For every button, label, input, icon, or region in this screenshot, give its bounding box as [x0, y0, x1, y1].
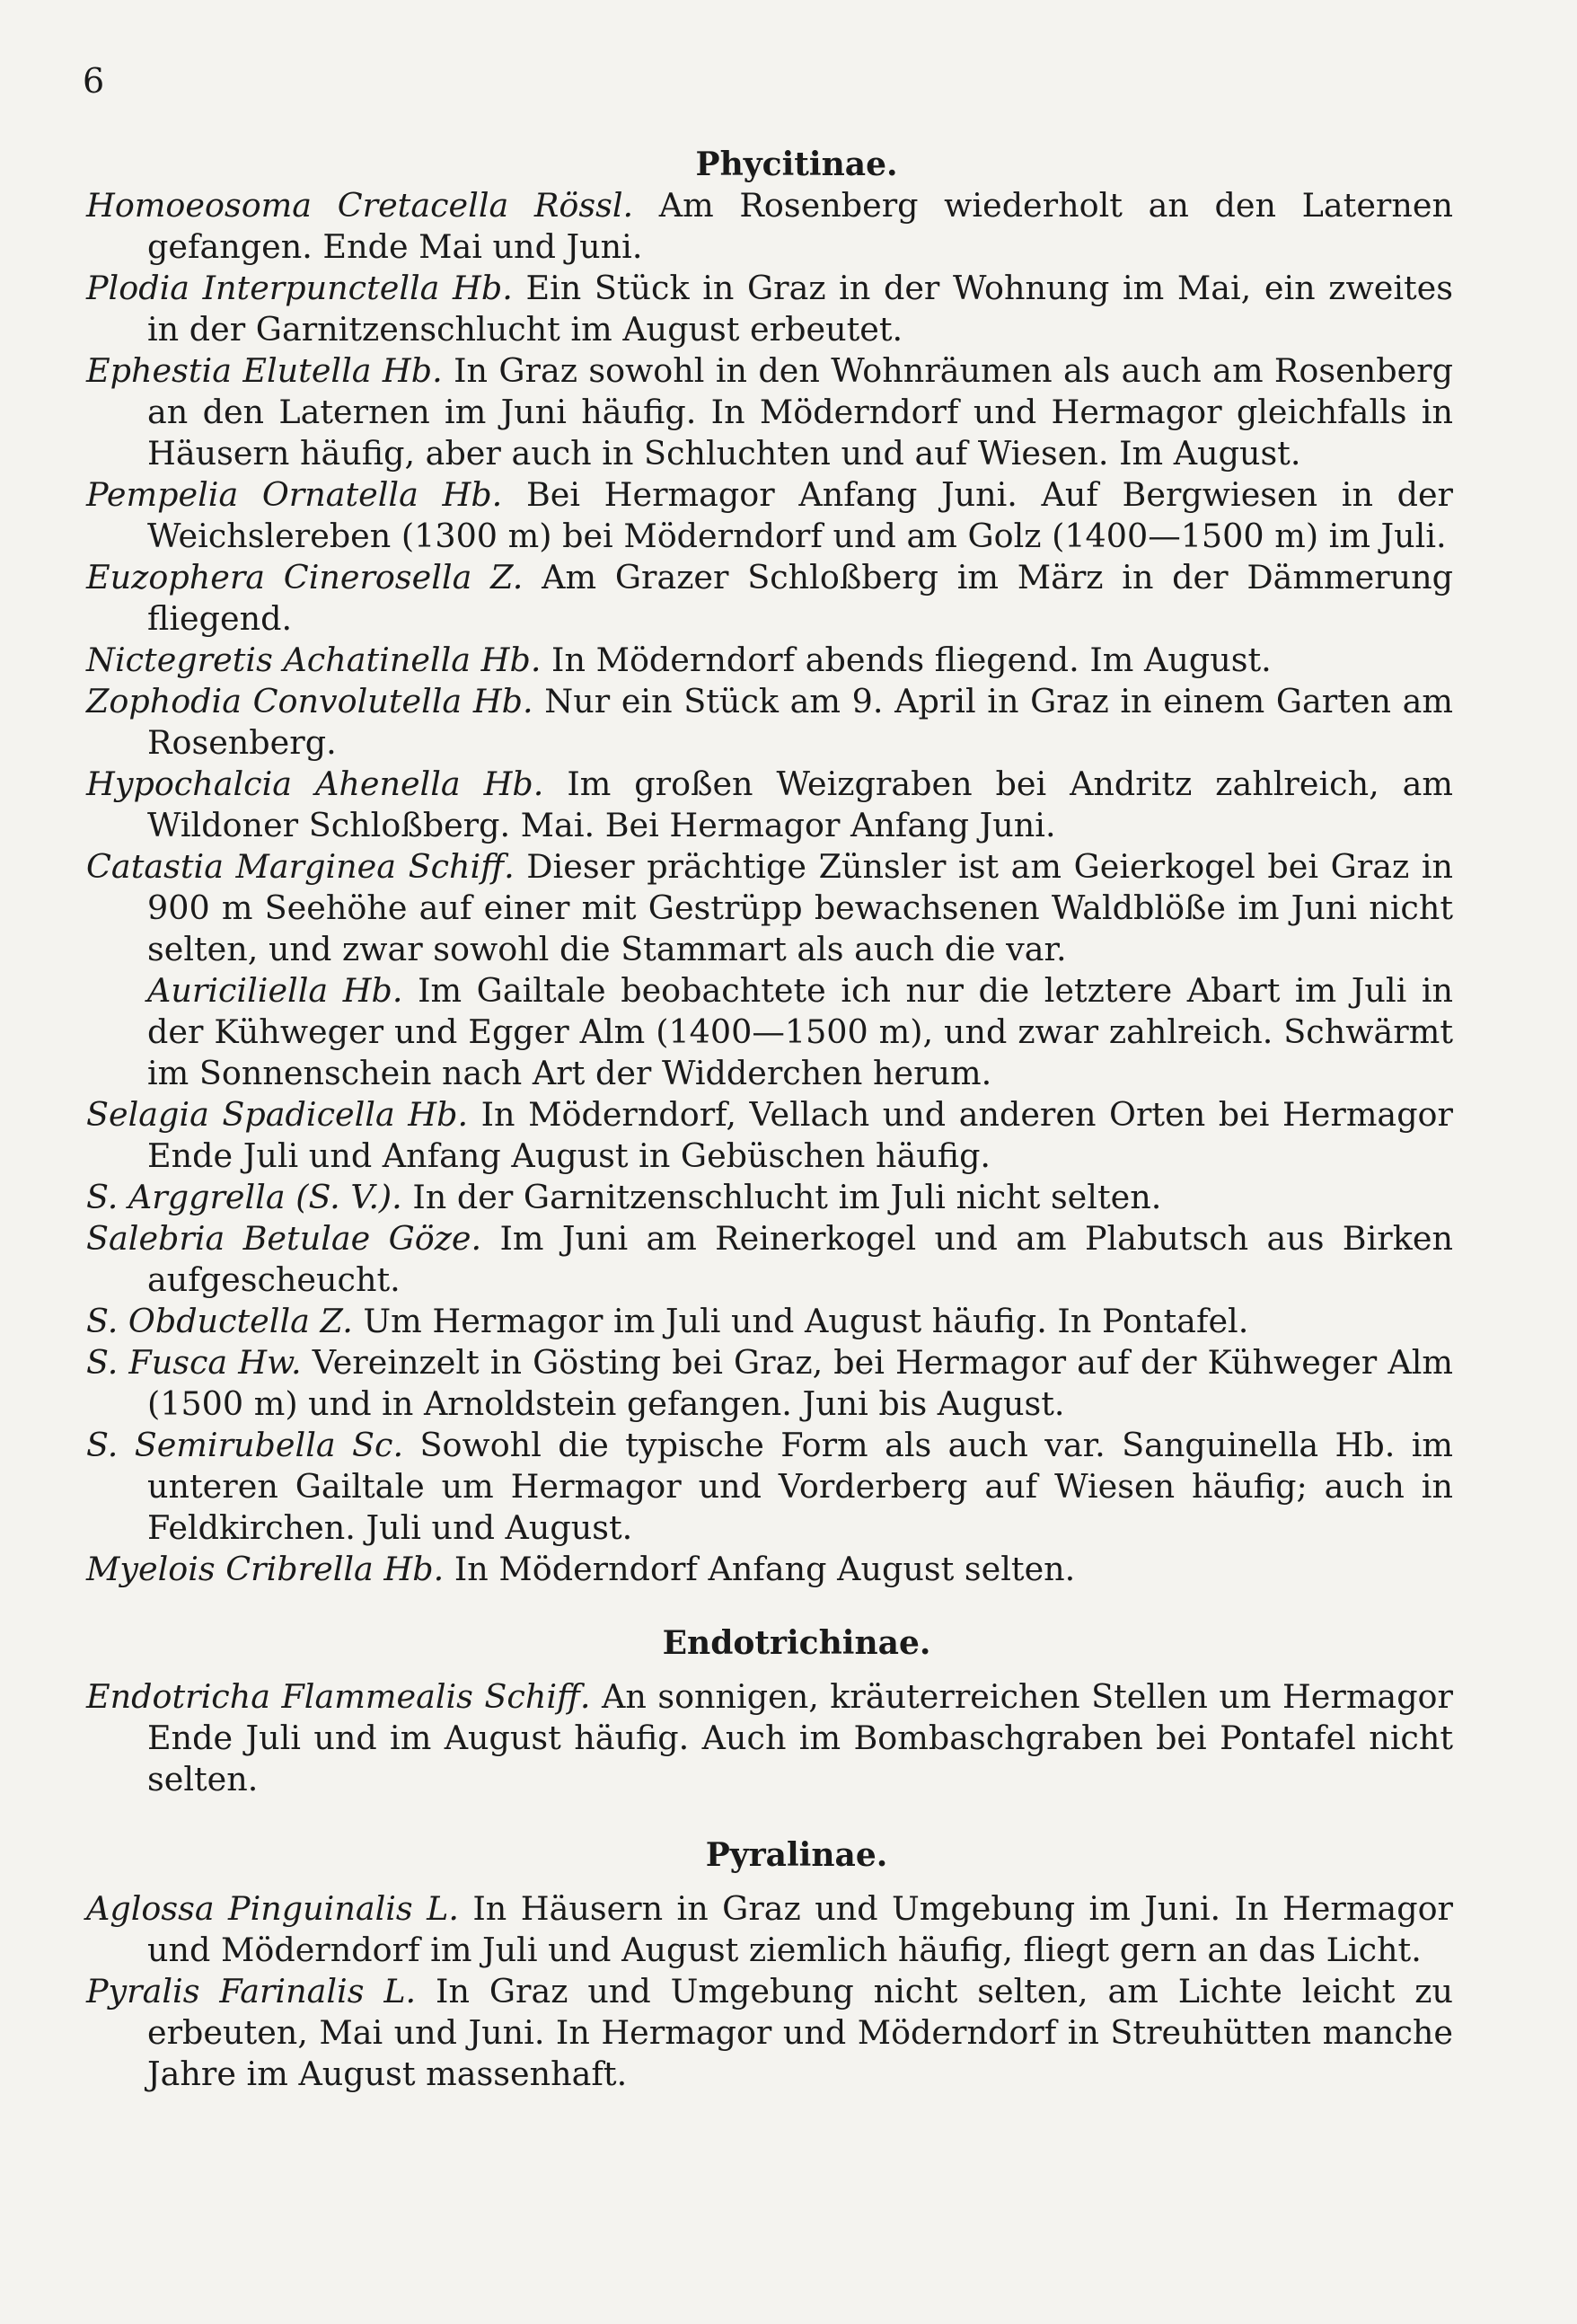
species-name: Plodia Interpunctella Hb. [86, 269, 513, 307]
species-description: Ein Stück in Graz in der Wohnung im Mai, ein zweites in der Garnitzenschlucht im August erbeutet. [147, 269, 1453, 349]
species-entry [86, 1177, 1453, 1218]
species-description: In Möderndorf, Vellach und anderen Orten bei Hermagor Ende Juli und Anfang August in Gebüschen häufig. [147, 1095, 1453, 1175]
species-description: Im großen Weizgraben bei Andritz zahlreich, am Wildoner Schloßberg. Mai. Bei Hermagor Anfang Juni. [147, 764, 1453, 844]
species-description: Um Hermagor im Juli und August häufig. In Pontafel. [363, 1302, 1249, 1340]
species-entry [86, 1888, 1453, 1971]
species-entry [86, 846, 1453, 970]
section-pyralinae [86, 1834, 1453, 2095]
species-entry [86, 1676, 1453, 1800]
species-name: Pempelia Ornatella Hb. [86, 475, 503, 514]
species-name: Endotricha Flammealis Schiff. [86, 1677, 591, 1716]
species-entry [86, 764, 1453, 846]
species-name: S. Fusca Hw. [86, 1343, 302, 1382]
species-description: Im Juni am Reinerkogel und am Plabutsch aus Birken aufgescheucht. [147, 1219, 1453, 1299]
section-heading: Pyralinae. [705, 1836, 888, 1874]
section-heading: Phycitinae. [695, 146, 898, 183]
species-entry [86, 474, 1453, 557]
species-name: Zophodia Convolutella Hb. [86, 682, 533, 720]
species-name: Aglossa Pinguinalis L. [86, 1889, 459, 1928]
species-entry [86, 1342, 1453, 1425]
species-description: Bei Hermagor Anfang Juni. Auf Bergwiesen in der Weichslereben (1300 m) bei Möderndorf und am Golz (1400—1500 m) im Juli. [147, 475, 1453, 555]
species-entry [86, 1549, 1453, 1590]
species-name: Pyralis Farinalis L. [86, 1972, 417, 2010]
species-entry [86, 1971, 1453, 2095]
species-entry [86, 681, 1453, 764]
section-endotrichinae [86, 1622, 1453, 1800]
species-description: Im Gailtale beobachtete ich nur die letztere Abart im Juli in der Kühweger und Egger Alm (1400—1500 m), und zwar zahlreich. Schwärmt im Sonnenschein nach Art der Widderchen herum. [147, 971, 1454, 1092]
section-phycitinae [86, 144, 1453, 1590]
species-name: Myelois Cribrella Hb. [86, 1550, 445, 1588]
species-name: Catastia Marginea Schiff. [86, 847, 515, 886]
species-name: S. Semirubella Sc. [86, 1426, 404, 1464]
species-description: In Möderndorf Anfang August selten. [454, 1550, 1076, 1588]
species-description: In Graz und Umgebung nicht selten, am Lichte leicht zu erbeuten, Mai und Juni. In Hermagor und Möderndorf in Streuhütten manche Jahre im August massenhaft. [147, 1972, 1453, 2093]
species-description: In Graz sowohl in den Wohnräumen als auch am Rosenberg an den Laternen im Juni häufig. In Möderndorf und Hermagor gleichfalls in Häusern häufig, aber auch in Schluchten und auf Wiesen. Im August. [147, 351, 1454, 473]
species-entry [86, 268, 1453, 350]
species-description: Vereinzelt in Gösting bei Graz, bei Hermagor auf der Kühweger Alm (1500 m) und in Arnoldstein gefangen. Juni bis August. [147, 1343, 1453, 1423]
species-entry [86, 1425, 1453, 1549]
species-description: Am Grazer Schloßberg im März in der Dämmerung fliegend. [147, 558, 1453, 638]
species-description: Am Rosenberg wiederholt an den Laternen gefangen. Ende Mai und Juni. [147, 186, 1453, 266]
species-entry [86, 185, 1453, 268]
species-name: Ephestia Elutella Hb. [86, 351, 443, 390]
species-name: Euzophera Cinerosella Z. [86, 558, 524, 596]
species-name: Hypochalcia Ahenella Hb. [86, 764, 544, 803]
body-text [86, 144, 1453, 2095]
species-name: Homoeosoma Cretacella Rössl. [86, 186, 634, 225]
species-description: Dieser prächtige Zünsler ist am Geierkogel bei Graz in 900 m Seehöhe auf einer mit Gestrüpp bewachsenen Waldblöße im Juni nicht selten, und zwar sowohl die Stammart als auch die var. [147, 847, 1453, 968]
species-description: Sowohl die typische Form als auch var. Sanguinella Hb. im unteren Gailtale um Hermagor und Vorderberg auf Wiesen häufig; auch in Feldkirchen. Juli und August. [147, 1426, 1453, 1547]
species-entry [86, 1301, 1453, 1342]
species-entry [86, 1094, 1453, 1177]
species-entry [86, 1218, 1453, 1301]
species-description: In Häusern in Graz und Umgebung im Juni. In Hermagor und Möderndorf im Juli und August ziemlich häufig, fliegt gern an das Licht. [147, 1889, 1453, 1969]
species-name: Auriciliella Hb. [147, 971, 403, 1010]
species-name: Nictegretis Achatinella Hb. [86, 641, 542, 679]
species-description: Nur ein Stück am 9. April in Graz in einem Garten am Rosenberg. [147, 682, 1453, 762]
species-description: An sonnigen, kräuterreichen Stellen um Hermagor Ende Juli und im August häufig. Auch im Bombaschgraben bei Pontafel nicht selten. [147, 1677, 1453, 1798]
species-entry [86, 350, 1453, 474]
species-name: Salebria Betulae Göze. [86, 1219, 482, 1258]
species-entry [86, 557, 1453, 640]
species-name: S. Obductella Z. [86, 1302, 353, 1340]
species-description: In der Garnitzenschlucht im Juli nicht selten. [412, 1178, 1162, 1216]
species-name: S. Arggrella (S. V.). [86, 1178, 402, 1216]
page-number: 6 [83, 61, 105, 101]
species-description: In Möderndorf abends fliegend. Im August. [551, 641, 1272, 679]
species-entry [86, 970, 1453, 1094]
species-entry [86, 640, 1453, 681]
section-heading: Endotrichinae. [662, 1624, 931, 1662]
species-name: Selagia Spadicella Hb. [86, 1095, 469, 1134]
